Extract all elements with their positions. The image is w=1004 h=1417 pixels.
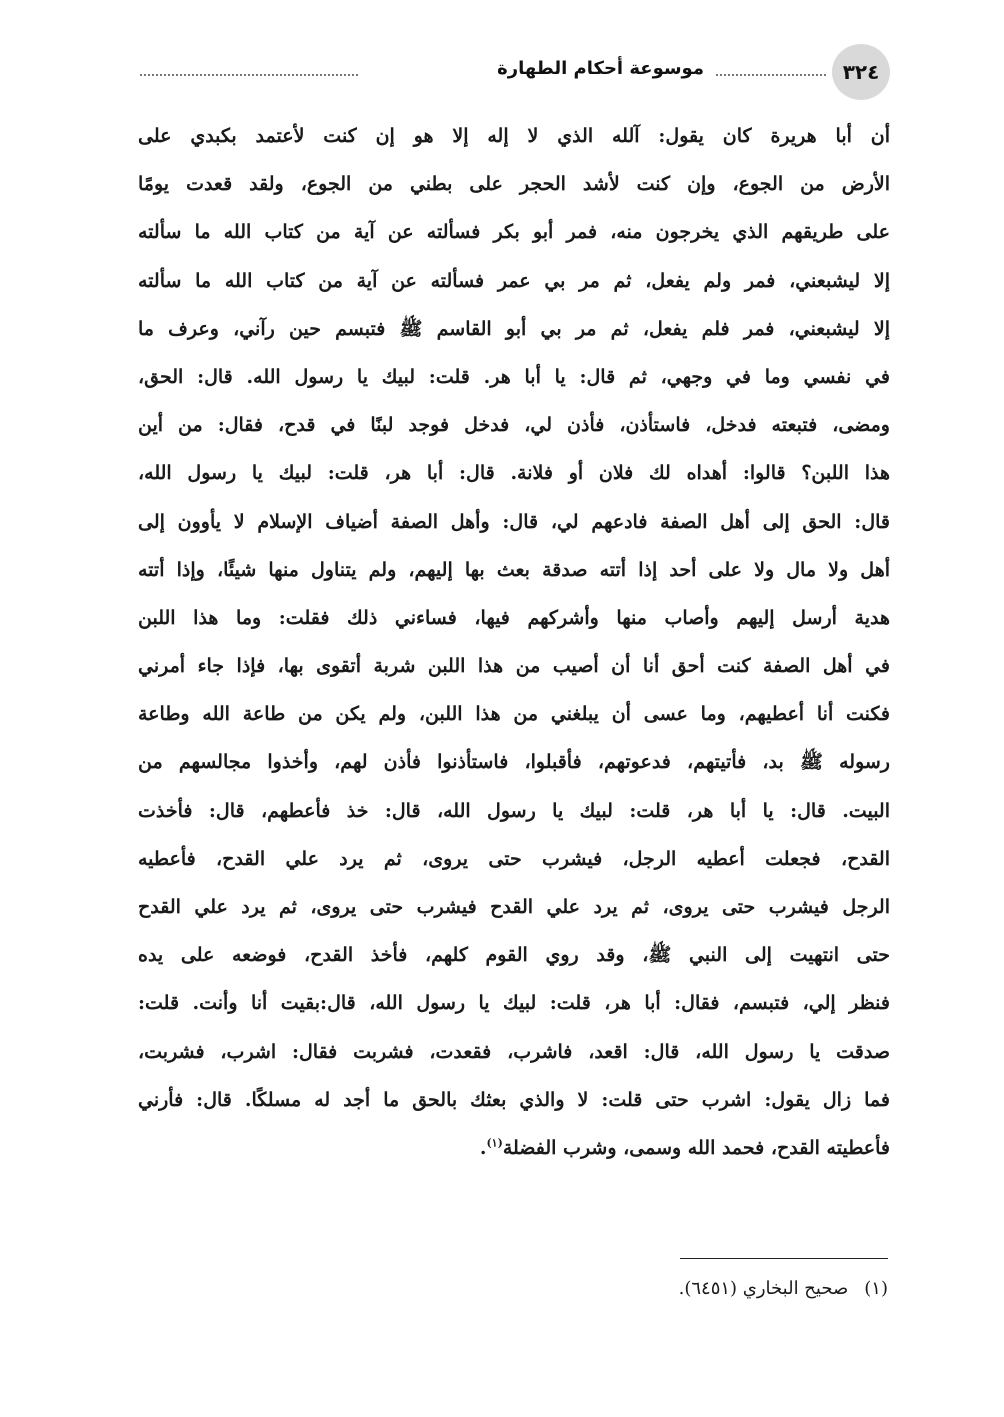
text-line: فنظر إلي، فتبسم، فقال: أبا هر، قلت: لبيك يا رسول الله، قال:بقيت أنا وأنت. قلت:	[138, 992, 890, 1015]
footnote-reference[interactable]: (١)	[486, 1136, 503, 1150]
text-line: الرجل فيشرب حتى يروى، ثم يرد علي القدح فيشرب حتى يروى، ثم يرد علي القدح	[138, 896, 890, 918]
book-title: موسوعة أحكام الطهارة	[497, 58, 704, 79]
text-line: البيت. قال: يا أبا هر، قلت: لبيك يا رسول الله، قال: خذ فأعطهم، قال: فأخذت	[138, 799, 890, 822]
text-line: ومضى، فتبعته فدخل، فاستأذن، فأذن لي، فدخل فوجد لبنًا في قدح، فقال: من أين	[138, 414, 890, 437]
header-dotted-rule-right	[716, 74, 826, 76]
text-line: في نفسي وما في وجهي، ثم قال: يا أبا هر. قلت: لبيك يا رسول الله. قال: الحق،	[138, 365, 890, 388]
text-line: صدقت يا رسول الله، قال: اقعد، فاشرب، فقعدت، فشربت فقال: اشرب، فشربت،	[138, 1040, 890, 1063]
text-line-last	[138, 1124, 890, 1172]
text-line: في أهل الصفة كنت أحق أنا أن أصيب من هذا اللبن شربة أتقوى بها، فإذا جاء أمرني	[138, 655, 890, 678]
text-line: هدية أرسل إليهم وأصاب منها وأشركهم فيها، فساءني ذلك فقلت: وما هذا اللبن	[138, 606, 890, 629]
body-text	[138, 112, 890, 1172]
last-line-end: .	[479, 1136, 487, 1159]
footnote-number: (١)	[864, 1278, 888, 1299]
text-line: القدح، فجعلت أعطيه الرجل، فيشرب حتى يروى، ثم يرد علي القدح، فأعطيه	[138, 847, 890, 870]
text-line: إلا ليشبعني، فمر فلم يفعل، ثم مر بي أبو القاسم ﷺ فتبسم حين رآني، وعرف ما	[138, 317, 890, 340]
text-line: فما زال يقول: اشرب حتى قلت: لا والذي بعثك بالحق ما أجد له مسلكًا. قال: فأرني	[138, 1088, 890, 1111]
page-number: ٣٢٤	[832, 44, 890, 100]
last-line-text: فأعطيته القدح، فحمد الله وسمى، وشرب الفضلة	[502, 1136, 890, 1159]
footnote-text: صحيح البخاري (٦٤٥١).	[678, 1278, 849, 1299]
text-line: الأرض من الجوع، وإن كنت لأشد الحجر على بطني من الجوع، ولقد قعدت يومًا	[138, 173, 890, 196]
text-line: إلا ليشبعني، فمر ولم يفعل، ثم مر بي عمر فسألته عن آية من كتاب الله ما سألته	[138, 269, 890, 292]
footnote-separator	[680, 1258, 888, 1259]
text-line: قال: الحق إلى أهل الصفة فادعهم لي، قال: وأهل الصفة أضياف الإسلام لا يأوون إلى	[138, 510, 890, 533]
text-line: حتى انتهيت إلى النبي ﷺ، وقد روي القوم كلهم، فأخذ القدح، فوضعه على يده	[138, 944, 890, 967]
text-line: على طريقهم الذي يخرجون منه، فمر أبو بكر فسألته عن آية من كتاب الله ما سألته	[138, 221, 890, 244]
footnote	[400, 1278, 888, 1299]
text-line: هذا اللبن؟ قالوا: أهداه لك فلان أو فلانة. قال: أبا هر، قلت: لبيك يا رسول الله،	[138, 462, 890, 485]
text-line: أن أبا هريرة كان يقول: آلله الذي لا إله إلا هو إن كنت لأعتمد بكبدي على	[138, 125, 890, 147]
running-header	[140, 44, 890, 100]
text-line: فكنت أنا أعطيهم، وما عسى أن يبلغني من هذا اللبن، ولم يكن من طاعة الله وطاعة	[138, 703, 890, 726]
text-line: رسوله ﷺ بد، فأتيتهم، فدعوتهم، فأقبلوا، فاستأذنوا فأذن لهم، وأخذوا مجالسهم من	[138, 751, 890, 774]
text-line: أهل ولا مال ولا على أحد إذا أتته صدقة بعث بها إليهم، ولم يتناول منها شيئًا، وإذا أتته	[138, 558, 890, 581]
header-dotted-rule-left	[140, 74, 358, 76]
